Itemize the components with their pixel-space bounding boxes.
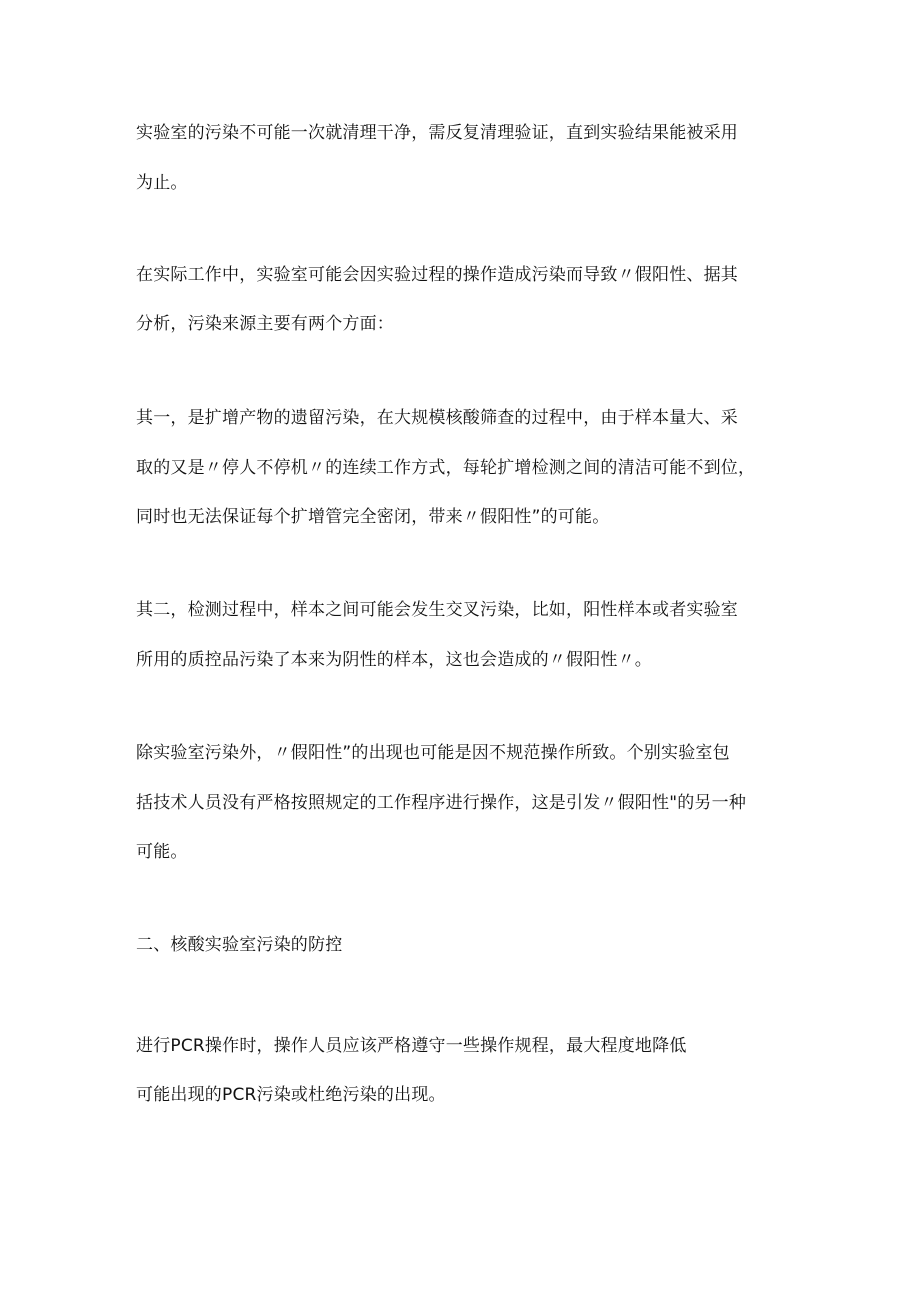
paragraph-2-line-2: 分析，污染来源主要有两个方面： — [136, 314, 394, 334]
paragraph-2-line-1: 在实际工作中，实验室可能会因实验过程的操作造成污染而导致〃假阳性、据其 — [136, 265, 738, 285]
paragraph-4-line-1: 其二，检测过程中，样本之间可能会发生交叉污染，比如，阳性样本或者实验室 — [136, 600, 738, 620]
section-heading: 二、核酸实验室污染的防控 — [136, 935, 343, 955]
paragraph-5-line-3: 可能。 — [136, 842, 188, 862]
paragraph-3-line-1: 其一，是扩增产物的遗留污染，在大规模核酸筛查的过程中，由于样本量大、采 — [136, 408, 738, 428]
paragraph-1-line-1: 实验室的污染不可能一次就清理干净，需反复清理验证，直到实验结果能被采用 — [136, 123, 738, 143]
paragraph-5-line-1: 除实验室污染外，〃假阳性”的出现也可能是因不规范操作所致。个别实验室包 — [136, 743, 730, 763]
paragraph-3-line-2: 取的又是〃停人不停机〃的连续工作方式，每轮扩增检测之间的清洁可能不到位， — [136, 458, 756, 478]
paragraph-4-line-2: 所用的质控品污染了本来为阴性的样本，这也会造成的〃假阳性〃。 — [136, 650, 652, 670]
paragraph-6-line-1: 进行PCR操作时，操作人员应该严格遵守一些操作规程，最大程度地降低 — [136, 1036, 687, 1056]
paragraph-5-line-2: 括技术人员没有严格按照规定的工作程序进行操作，这是引发〃假阳性"的另一种 — [136, 793, 747, 813]
paragraph-6-line-2: 可能出现的PCR污染或杜绝污染的出现。 — [136, 1085, 446, 1105]
paragraph-1-line-2: 为止。 — [136, 173, 188, 193]
paragraph-3-line-3: 同时也无法保证每个扩增管完全密闭，带来〃假阳性”的可能。 — [136, 507, 610, 527]
